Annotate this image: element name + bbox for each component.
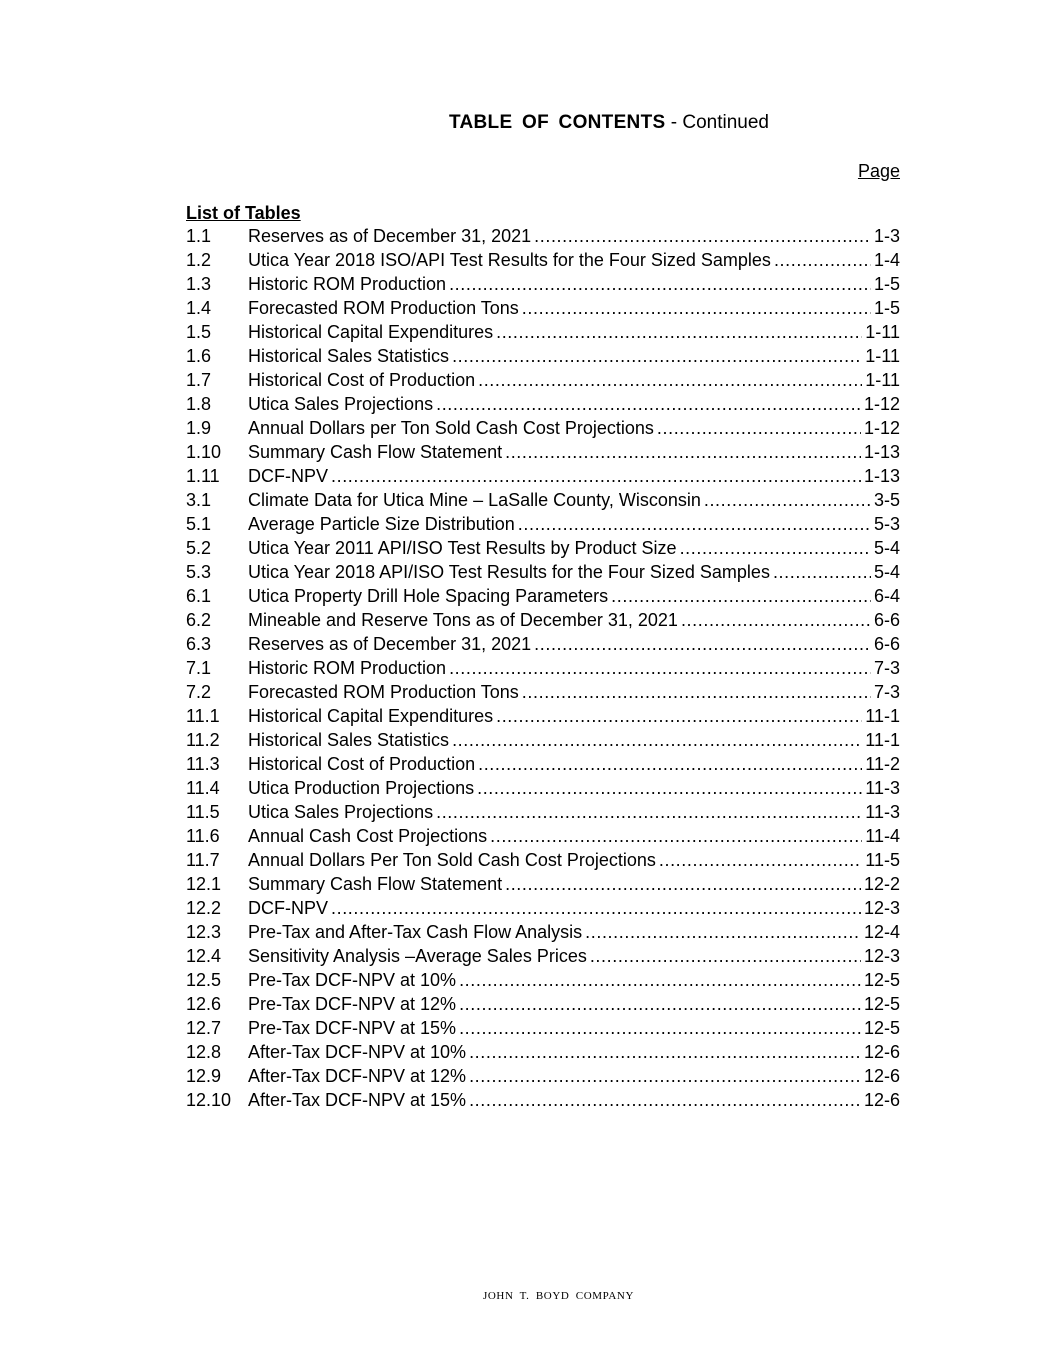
toc-entry[interactable]: [186, 872, 900, 896]
toc-entry[interactable]: [186, 512, 900, 536]
toc-entry-page: 12-5: [863, 994, 900, 1014]
toc-dot-leader: [478, 752, 862, 776]
toc-entry-title: Utica Year 2018 ISO/API Test Results for the Four Sized Samples: [248, 250, 771, 270]
toc-entry[interactable]: [186, 416, 900, 440]
toc-entry-number: 1.8: [186, 394, 212, 414]
toc-entry-number: 1.7: [186, 370, 212, 390]
toc-entry-page: 11-4: [865, 826, 900, 846]
toc-entry-title: Utica Year 2018 API/ISO Test Results for the Four Sized Samples: [248, 562, 770, 582]
toc-dot-leader: [469, 1088, 861, 1112]
toc-entry-number: 3.1: [186, 490, 212, 510]
toc-entry-number: 6.3: [186, 634, 212, 654]
toc-entry-page: 1-11: [865, 346, 900, 366]
toc-entry[interactable]: [186, 344, 900, 368]
toc-entry[interactable]: [186, 296, 900, 320]
toc-entry-title: Historical Sales Statistics: [248, 346, 450, 366]
toc-entry-title: Historical Sales Statistics: [248, 730, 450, 750]
toc-entry-number: 11.2: [186, 730, 220, 750]
toc-entry-title: Historical Capital Expenditures: [248, 322, 494, 342]
toc-entry-title: Pre-Tax DCF-NPV at 10%: [248, 970, 457, 990]
toc-entry-page: 12-6: [863, 1066, 900, 1086]
toc-entry-page: 12-2: [863, 874, 900, 894]
toc-entry-title: Utica Property Drill Hole Spacing Parameters: [248, 586, 609, 606]
toc-dot-leader: [459, 1016, 861, 1040]
toc-dot-leader: [590, 944, 861, 968]
toc-entry-number: 12.7: [186, 1018, 222, 1038]
toc-entry-title: Pre-Tax DCF-NPV at 15%: [248, 1018, 457, 1038]
toc-entry-number: 12.8: [186, 1042, 222, 1062]
toc-entry-title: Forecasted ROM Production Tons: [248, 682, 519, 702]
toc-entry-number: 11.1: [186, 706, 220, 726]
toc-dot-leader: [459, 968, 861, 992]
toc-dot-leader: [681, 608, 871, 632]
toc-entry-page: 11-3: [865, 802, 900, 822]
toc-entry[interactable]: [186, 1016, 900, 1040]
toc-entry-number: 5.3: [186, 562, 212, 582]
toc-entry-page: 7-3: [873, 682, 900, 702]
toc-entry-page: 12-3: [863, 898, 900, 918]
toc-entry-title: Historic ROM Production: [248, 658, 447, 678]
toc-entry-page: 11-2: [865, 754, 900, 774]
toc-dot-leader: [477, 776, 862, 800]
toc-entry-title: Summary Cash Flow Statement: [248, 442, 503, 462]
toc-dot-leader: [611, 584, 871, 608]
toc-entry-title: DCF-NPV: [248, 898, 328, 918]
toc-dot-leader: [331, 464, 861, 488]
toc-entry-number: 11.5: [186, 802, 220, 822]
toc-entry-number: 11.7: [186, 850, 220, 870]
toc-entry-page: 11-1: [865, 706, 900, 726]
toc-entry[interactable]: [186, 272, 900, 296]
toc-dot-leader: [469, 1040, 861, 1064]
toc-entry-title: Utica Year 2011 API/ISO Test Results by Product Size: [248, 538, 677, 558]
toc-entry-page: 1-11: [865, 370, 900, 390]
toc-dot-leader: [659, 848, 862, 872]
toc-dot-leader: [449, 656, 871, 680]
toc-entry-page: 12-5: [863, 1018, 900, 1038]
toc-entry-page: 1-5: [873, 274, 900, 294]
toc-entry[interactable]: [186, 1064, 900, 1088]
toc-entry[interactable]: [186, 704, 900, 728]
toc-entry-number: 1.6: [186, 346, 212, 366]
toc-entry-number: 12.9: [186, 1066, 222, 1086]
toc-entry[interactable]: [186, 896, 900, 920]
toc-entry-number: 6.2: [186, 610, 212, 630]
toc-dot-leader: [436, 800, 862, 824]
toc-entry-number: 11.4: [186, 778, 220, 798]
toc-entry-page: 1-5: [873, 298, 900, 318]
toc-entry-title: Mineable and Reserve Tons as of December 31, 2021: [248, 610, 678, 630]
toc-entry-title: Reserves as of December 31, 2021: [248, 634, 532, 654]
toc-entry-number: 12.1: [186, 874, 222, 894]
toc-dot-leader: [505, 440, 861, 464]
toc-entry[interactable]: [186, 584, 900, 608]
toc-entry-page: 6-4: [873, 586, 900, 606]
toc-entry[interactable]: [186, 944, 900, 968]
toc-entry-title: Utica Production Projections: [248, 778, 475, 798]
toc-entry-title: Pre-Tax and After-Tax Cash Flow Analysis: [248, 922, 583, 942]
toc-entry-number: 1.3: [186, 274, 212, 294]
toc-entry[interactable]: [186, 224, 900, 248]
toc-entry-number: 12.10: [186, 1090, 232, 1110]
toc-entry-title: Reserves as of December 31, 2021: [248, 226, 532, 246]
footer-company: JOHN T. BOYD COMPANY: [483, 1290, 634, 1302]
toc-entry-title: Utica Sales Projections: [248, 802, 434, 822]
toc-entry-page: 12-6: [863, 1042, 900, 1062]
toc-entry-page: 12-4: [863, 922, 900, 942]
toc-entry-number: 11.6: [186, 826, 220, 846]
toc-dot-leader: [774, 248, 871, 272]
toc-entry[interactable]: [186, 560, 900, 584]
toc-entry-title: Pre-Tax DCF-NPV at 12%: [248, 994, 457, 1014]
toc-entry[interactable]: [186, 368, 900, 392]
toc-entry-number: 5.2: [186, 538, 212, 558]
toc-entry[interactable]: [186, 248, 900, 272]
toc-entry-number: 1.10: [186, 442, 222, 462]
toc-dot-leader: [534, 224, 871, 248]
toc-entry-page: 11-5: [865, 850, 900, 870]
toc-entry[interactable]: [186, 1040, 900, 1064]
toc-entry-page: 11-3: [865, 778, 900, 798]
toc-entry-number: 1.4: [186, 298, 212, 318]
toc-dot-leader: [585, 920, 861, 944]
toc-entry-page: 11-1: [865, 730, 900, 750]
toc-entry-page: 5-3: [873, 514, 900, 534]
toc-entry-title: Annual Dollars Per Ton Sold Cash Cost Projections: [248, 850, 656, 870]
toc-entry[interactable]: [186, 728, 900, 752]
toc-entry-number: 1.5: [186, 322, 212, 342]
toc-entry-number: 12.4: [186, 946, 222, 966]
toc-entry[interactable]: [186, 824, 900, 848]
toc-entry-number: 12.2: [186, 898, 222, 918]
toc-entry-title: Annual Cash Cost Projections: [248, 826, 488, 846]
toc-dot-leader: [522, 296, 871, 320]
toc-entry-number: 12.5: [186, 970, 222, 990]
toc-dot-leader: [469, 1064, 861, 1088]
page-title-suffix: - Continued: [665, 112, 769, 133]
toc-entry[interactable]: [186, 440, 900, 464]
toc-entry-title: Annual Dollars per Ton Sold Cash Cost Projections: [248, 418, 654, 438]
toc-entry-number: 1.1: [186, 226, 212, 246]
toc-entry[interactable]: [186, 920, 900, 944]
toc-entry-title: Average Particle Size Distribution: [248, 514, 515, 534]
toc-entry-number: 1.9: [186, 418, 212, 438]
toc-dot-leader: [773, 560, 871, 584]
toc-entry[interactable]: [186, 848, 900, 872]
toc-entry-title: Utica Sales Projections: [248, 394, 434, 414]
toc-entry-page: 5-4: [873, 562, 900, 582]
toc-entry[interactable]: [186, 776, 900, 800]
toc-entry[interactable]: [186, 536, 900, 560]
toc-entry-page: 6-6: [873, 634, 900, 654]
toc-dot-leader: [452, 728, 862, 752]
toc-entry-page: 12-5: [863, 970, 900, 990]
toc-dot-leader: [522, 680, 871, 704]
page-title-main: TABLE OF CONTENTS: [449, 112, 666, 133]
toc-dot-leader: [490, 824, 862, 848]
toc-entry[interactable]: [186, 992, 900, 1016]
toc-entry-number: 1.11: [186, 466, 220, 486]
toc-entry-page: 1-13: [863, 466, 900, 486]
toc-entry[interactable]: [186, 1088, 900, 1112]
toc-entry[interactable]: [186, 464, 900, 488]
toc-entry-page: 1-11: [865, 322, 900, 342]
toc-entry-page: 5-4: [873, 538, 900, 558]
toc-list: [186, 224, 900, 1112]
toc-dot-leader: [657, 416, 861, 440]
toc-entry-number: 7.2: [186, 682, 212, 702]
toc-entry-number: 6.1: [186, 586, 212, 606]
toc-entry-number: 7.1: [186, 658, 212, 678]
toc-entry-title: Historical Cost of Production: [248, 754, 476, 774]
toc-entry[interactable]: [186, 608, 900, 632]
toc-entry-title: Historic ROM Production: [248, 274, 447, 294]
toc-dot-leader: [452, 344, 862, 368]
toc-dot-leader: [680, 536, 871, 560]
section-title: List of Tables: [186, 203, 301, 223]
toc-entry-title: DCF-NPV: [248, 466, 328, 486]
toc-dot-leader: [449, 272, 871, 296]
toc-dot-leader: [518, 512, 871, 536]
page-column-label: Page: [857, 161, 900, 181]
toc-entry-page: 1-13: [863, 442, 900, 462]
toc-entry-page: 12-6: [863, 1090, 900, 1110]
toc-dot-leader: [478, 368, 862, 392]
toc-entry[interactable]: [186, 752, 900, 776]
toc-dot-leader: [534, 632, 871, 656]
toc-entry[interactable]: [186, 800, 900, 824]
toc-entry-title: After-Tax DCF-NPV at 10%: [248, 1042, 467, 1062]
toc-entry-title: After-Tax DCF-NPV at 15%: [248, 1090, 467, 1110]
toc-dot-leader: [496, 704, 862, 728]
toc-entry-page: 1-12: [863, 418, 900, 438]
toc-dot-leader: [331, 896, 861, 920]
toc-entry-title: After-Tax DCF-NPV at 12%: [248, 1066, 467, 1086]
toc-entry-page: 6-6: [873, 610, 900, 630]
toc-entry-title: Summary Cash Flow Statement: [248, 874, 503, 894]
toc-dot-leader: [496, 320, 862, 344]
toc-entry[interactable]: [186, 632, 900, 656]
toc-entry[interactable]: [186, 320, 900, 344]
toc-entry-number: 12.3: [186, 922, 222, 942]
toc-entry-title: Climate Data for Utica Mine – LaSalle County, Wisconsin: [248, 490, 701, 510]
toc-dot-leader: [505, 872, 861, 896]
toc-entry-number: 12.6: [186, 994, 222, 1014]
toc-entry-title: Sensitivity Analysis –Average Sales Prices: [248, 946, 587, 966]
toc-entry[interactable]: [186, 488, 900, 512]
toc-entry-number: 5.1: [186, 514, 212, 534]
toc-entry-title: Historical Cost of Production: [248, 370, 476, 390]
toc-entry-page: 12-3: [863, 946, 900, 966]
toc-entry-page: 7-3: [873, 658, 900, 678]
toc-entry[interactable]: [186, 392, 900, 416]
toc-dot-leader: [704, 488, 871, 512]
toc-dot-leader: [459, 992, 861, 1016]
toc-entry-title: Forecasted ROM Production Tons: [248, 298, 519, 318]
toc-entry-number: 11.3: [186, 754, 220, 774]
toc-entry-page: 1-4: [873, 250, 900, 270]
page-title: [0, 112, 1055, 134]
toc-dot-leader: [436, 392, 861, 416]
toc-entry[interactable]: [186, 680, 900, 704]
toc-entry-title: Historical Capital Expenditures: [248, 706, 494, 726]
toc-entry[interactable]: [186, 656, 900, 680]
toc-entry[interactable]: [186, 968, 900, 992]
toc-entry-page: 3-5: [873, 490, 900, 510]
toc-entry-page: 1-12: [863, 394, 900, 414]
toc-entry-number: 1.2: [186, 250, 212, 270]
toc-entry-page: 1-3: [873, 226, 900, 246]
